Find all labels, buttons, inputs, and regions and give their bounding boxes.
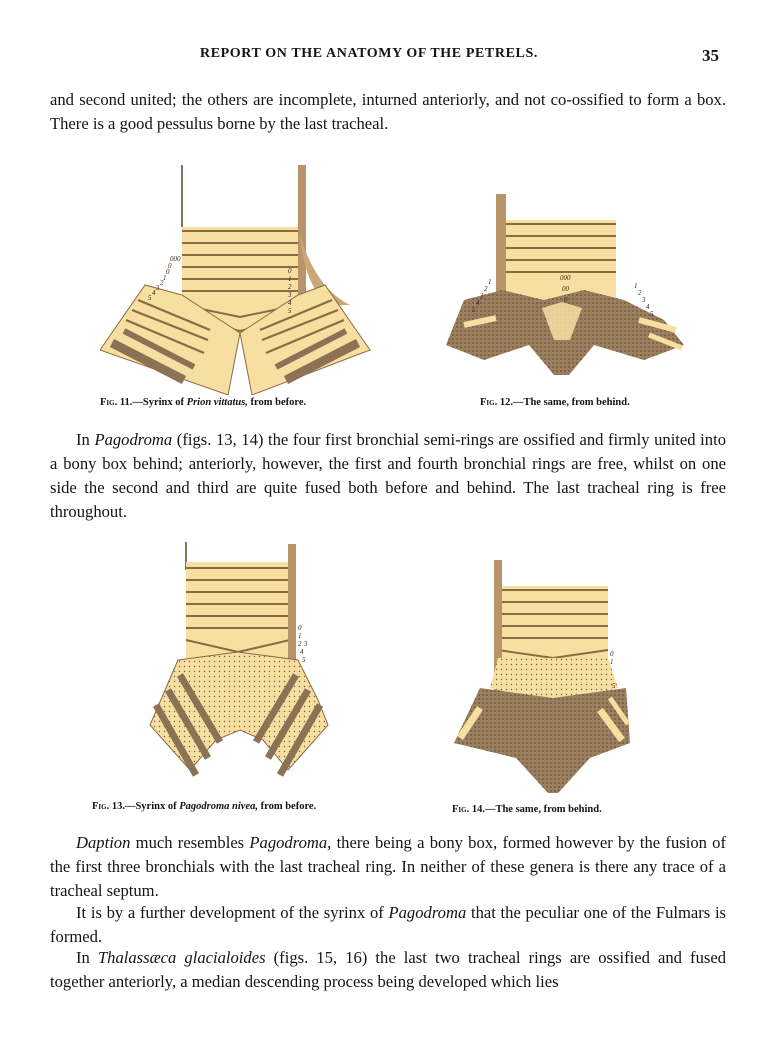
fig12-mark-right-4: 5 bbox=[650, 310, 654, 318]
fig13-mark-right-4: 4 bbox=[300, 648, 304, 656]
fig11-mark-right-3: 3 bbox=[288, 291, 292, 299]
fig12-mark-mid-1: 00 bbox=[562, 285, 569, 293]
paragraph-daption: Daption much resembles Pagodroma, there being a bony box, formed however by the fusion of the first three bronchials with the last tracheal ring. In neither of these genera is there any trace of a tracheal septum. bbox=[50, 833, 726, 900]
figure-13-syrinx-front bbox=[148, 540, 338, 790]
fig11-mark-right-0: 0 bbox=[288, 267, 292, 275]
paragraph-thalassoeca: In Thalassæca glacialoides (figs. 15, 16) the last two tracheal rings are ossified and fused together anteriorly, a median descending process being developed which lies bbox=[50, 948, 726, 991]
fig13-mark-right-5: 5 bbox=[302, 656, 306, 664]
fig11-mark-left-0: 000 bbox=[170, 255, 181, 263]
fig11-mark-left-7: 5 bbox=[148, 294, 152, 302]
fig12-mark-left-2: 3 bbox=[480, 292, 484, 300]
fig12-mark-mid-0: 000 bbox=[560, 274, 571, 282]
figure-12-caption: Fig. 12.—The same, from behind. bbox=[480, 397, 630, 408]
fig11-mark-left-4: 2 bbox=[160, 279, 164, 287]
figure-14-caption: Fig. 14.—The same, from behind. bbox=[452, 804, 602, 815]
figure-11-syrinx-front bbox=[100, 155, 372, 395]
figure-13-caption: Fig. 13.—Syrinx of Pagodroma nivea, from before. bbox=[92, 801, 317, 812]
fig14-mark-right-0: 0 bbox=[610, 650, 614, 658]
fig11-mark-left-1: 0 bbox=[168, 262, 172, 270]
fig11-mark-right-2: 2 bbox=[288, 283, 292, 291]
paragraph-fulmars: It is by a further development of the syrinx of Pagodroma that the peculiar one of the Fulmars is formed. bbox=[50, 903, 727, 946]
fig12-mark-right-2: 3 bbox=[642, 296, 646, 304]
fig13-mark-right-1: 1 bbox=[298, 632, 302, 640]
fig14-mark-right-1: 1 bbox=[610, 658, 614, 666]
fig11-mark-left-6: 4 bbox=[152, 289, 156, 297]
fig11-mark-left-2: 0 bbox=[166, 268, 170, 276]
fig12-mark-right-3: 4 bbox=[646, 303, 650, 311]
paragraph-pagodroma: In Pagodroma (figs. 13, 14) the four first bronchial semi-rings are ossified and firmly united into a bony box behind; anteriorly, however, the first and fourth bronchial rings are free, whilst on one side the second and third are quite fused both before and behind. The last tracheal ring is free throughout. bbox=[50, 430, 726, 521]
fig13-mark-right-3: 3 bbox=[304, 640, 308, 648]
fig11-mark-left-3: 1 bbox=[163, 274, 167, 282]
fig13-mark-right-0: 0 bbox=[298, 624, 302, 632]
fig12-mark-left-3: 2 bbox=[484, 285, 488, 293]
fig12-mark-right-0: 1 bbox=[634, 282, 638, 290]
fig11-mark-right-5: 5 bbox=[288, 307, 292, 315]
fig11-mark-left-5: 3 bbox=[156, 284, 160, 292]
fig14-mark-right-2: 5 bbox=[612, 682, 616, 690]
page-number: 35 bbox=[702, 46, 719, 65]
running-header: REPORT ON THE ANATOMY OF THE PETRELS. bbox=[200, 46, 538, 61]
figure-14-syrinx-back bbox=[450, 558, 636, 798]
fig13-mark-right-2: 2 bbox=[298, 640, 302, 648]
fig12-mark-left-4: 1 bbox=[488, 278, 492, 286]
figure-12-syrinx-back bbox=[444, 190, 689, 385]
fig11-mark-right-4: 4 bbox=[288, 299, 292, 307]
fig12-mark-left-0: 5 bbox=[472, 306, 476, 314]
fig11-mark-right-1: 1 bbox=[288, 275, 292, 283]
figure-11-caption: Fig. 11.—Syrinx of Prion vittatus, from before. bbox=[100, 397, 307, 408]
paragraph-continuation: and second united; the others are incomplete, inturned anteriorly, and not co-ossified to form a box. There is a good pessulus borne by the last tracheal. bbox=[50, 90, 726, 133]
fig12-mark-right-1: 2 bbox=[638, 289, 642, 297]
fig12-mark-mid-2: 0 bbox=[564, 296, 568, 304]
fig12-mark-left-1: 4 bbox=[476, 299, 480, 307]
